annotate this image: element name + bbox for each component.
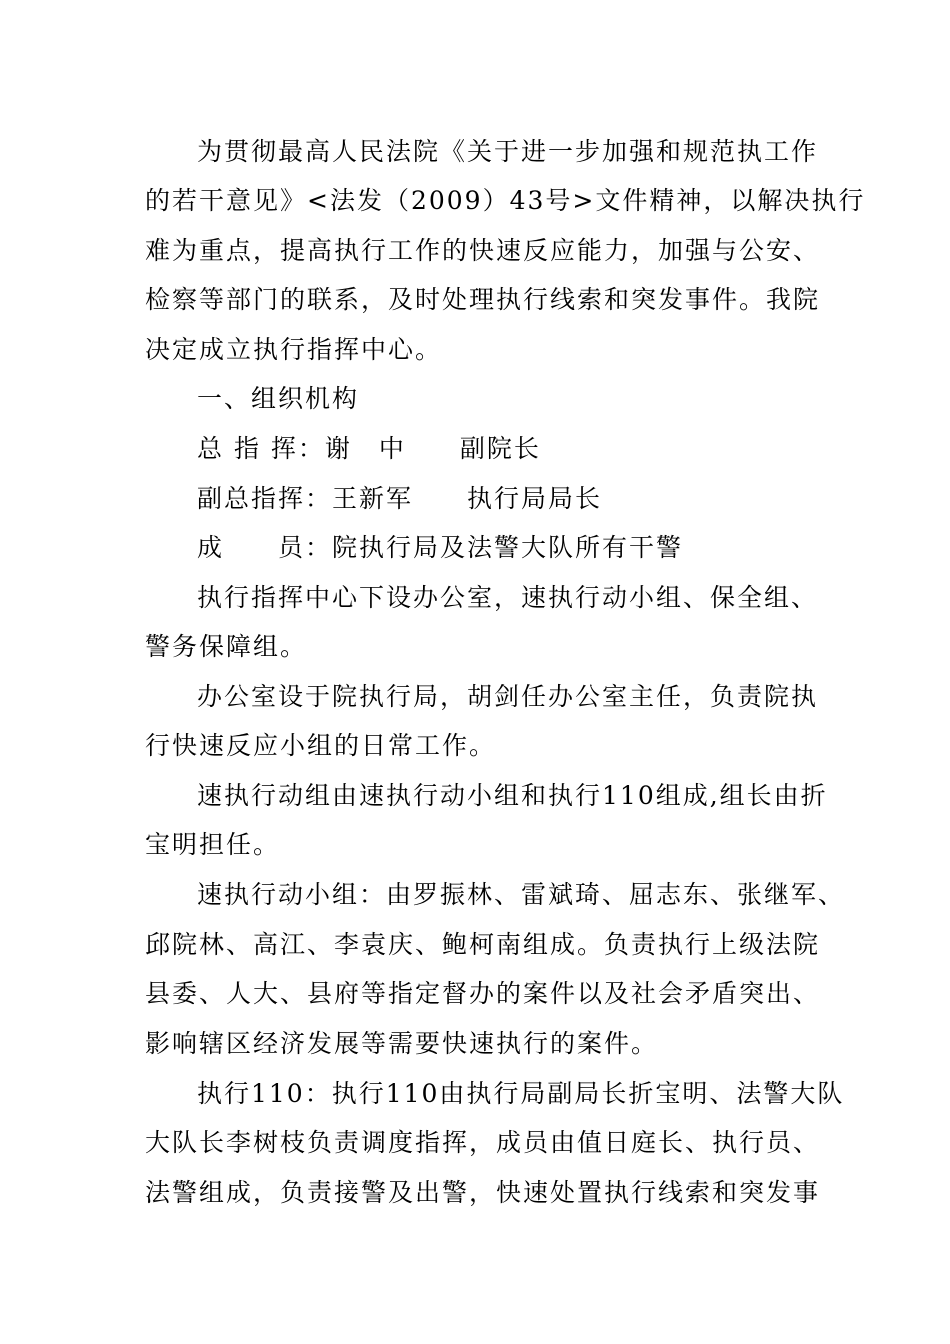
paragraph-intro-line-3: 难为重点，提高执行工作的快速反应能力，加强与公安、: [145, 236, 821, 265]
paragraph-110-line-1: 执行110：执行110由执行局副局长折宝明、法警大队: [197, 1079, 845, 1108]
paragraph-action-group-line-2: 宝明担任。: [145, 830, 281, 859]
org-members: 成 员：院执行局及法警大队所有干警: [197, 533, 684, 562]
paragraph-110-line-3: 法警组成，负责接警及出警，快速处置执行线索和突发事: [145, 1178, 821, 1207]
paragraph-intro-line-5: 决定成立执行指挥中心。: [145, 335, 443, 364]
paragraph-110-line-2: 大队长李树枝负责调度指挥，成员由值日庭长、执行员、: [145, 1128, 821, 1157]
paragraph-office-setup-line-2: 警务保障组。: [145, 632, 308, 661]
paragraph-intro-line-2: 的若干意见》<法发（2009）43号>文件精神，以解决执行: [145, 186, 866, 215]
paragraph-office-line-2: 行快速反应小组的日常工作。: [145, 731, 497, 760]
section-heading-organization: 一、组织机构: [197, 384, 360, 413]
paragraph-office-line-1: 办公室设于院执行局，胡剑任办公室主任，负责院执: [197, 682, 819, 711]
paragraph-action-group-line-1: 速执行动组由速执行动小组和执行110组成,组长由折: [197, 781, 828, 810]
paragraph-intro-line-4: 检察等部门的联系，及时处理执行线索和突发事件。我院: [145, 285, 821, 314]
paragraph-action-team-line-4: 影响辖区经济发展等需要快速执行的案件。: [145, 1029, 659, 1058]
org-deputy-commander: 副总指挥：王新军 执行局局长: [197, 484, 603, 513]
paragraph-office-setup-line-1: 执行指挥中心下设办公室，速执行动小组、保全组、: [197, 583, 819, 612]
org-commander: 总 指 挥：谢 中 副院长: [197, 434, 541, 463]
paragraph-action-team-line-1: 速执行动小组：由罗振林、雷斌琦、屈志东、张继军、: [197, 880, 846, 909]
paragraph-action-team-line-2: 邱院林、高江、李袁庆、鲍柯南组成。负责执行上级法院: [145, 930, 821, 959]
paragraph-intro-line-1: 为贯彻最高人民法院《关于进一步加强和规范执工作: [197, 137, 819, 166]
paragraph-action-team-line-3: 县委、人大、县府等指定督办的案件以及社会矛盾突出、: [145, 979, 821, 1008]
